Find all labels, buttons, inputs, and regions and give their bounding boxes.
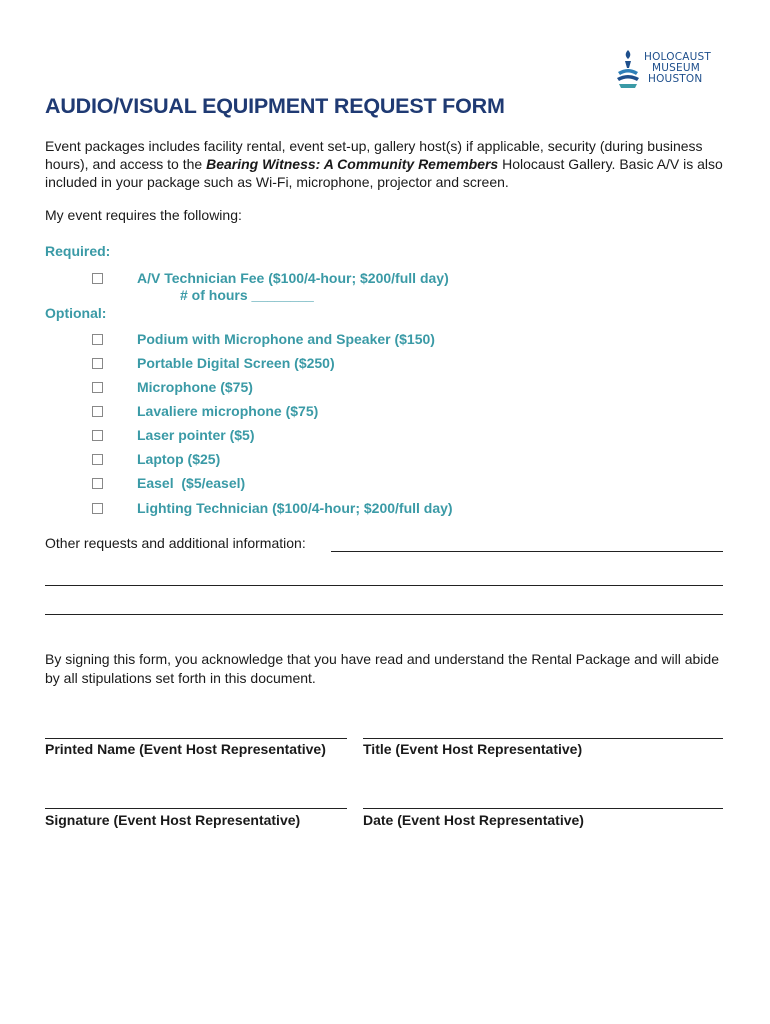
intro-text-start: Event packages includes facility rental, event set-up, gallery host(s) if applicable, security (during business hours), and access to the	[45, 138, 703, 172]
signature-label: Signature (Event Host Representative)	[45, 812, 301, 828]
signature-line[interactable]	[45, 808, 347, 809]
checkbox-lighting-technician[interactable]	[92, 503, 103, 514]
hours-field[interactable]: # of hours ________	[180, 287, 314, 303]
optional-item-label: Laser pointer ($5)	[137, 427, 255, 443]
other-requests-line-3[interactable]	[45, 614, 723, 615]
title-line[interactable]	[363, 738, 723, 739]
logo-line-3: HOUSTON	[648, 73, 703, 85]
intro-paragraph	[45, 137, 735, 191]
optional-item-lighting-technician[interactable]	[92, 499, 453, 517]
optional-item-laser-pointer[interactable]	[92, 426, 254, 444]
checkbox-easel[interactable]	[92, 478, 103, 489]
optional-item-label: Lighting Technician ($100/4-hour; $200/full day)	[137, 500, 453, 516]
other-requests-line-1[interactable]	[331, 551, 723, 552]
requires-text: My event requires the following:	[45, 207, 242, 223]
gallery-name: Bearing Witness: A Community Remembers	[206, 156, 499, 172]
optional-label: Optional:	[45, 305, 107, 321]
optional-item-label: Portable Digital Screen ($250)	[137, 355, 335, 371]
optional-item-laptop[interactable]	[92, 450, 220, 468]
date-label: Date (Event Host Representative)	[363, 812, 584, 828]
checkbox-podium[interactable]	[92, 334, 103, 345]
optional-item-label: Lavaliere microphone ($75)	[137, 403, 319, 419]
checkbox-digital-screen[interactable]	[92, 358, 103, 369]
optional-item-label: Laptop ($25)	[137, 451, 221, 467]
required-item-label: A/V Technician Fee ($100/4-hour; $200/full day)	[137, 270, 449, 286]
optional-item-label: Microphone ($75)	[137, 379, 253, 395]
date-line[interactable]	[363, 808, 723, 809]
form-title: AUDIO/VISUAL EQUIPMENT REQUEST FORM	[45, 94, 505, 118]
optional-item-digital-screen[interactable]	[92, 354, 335, 372]
optional-item-easel[interactable]	[92, 474, 245, 492]
logo-line-1: HOLOCAUST	[644, 51, 711, 63]
optional-item-label: Easel ($5/easel)	[137, 475, 246, 491]
museum-logo	[614, 48, 726, 90]
checkbox-laser-pointer[interactable]	[92, 430, 103, 441]
optional-item-lavaliere[interactable]	[92, 402, 318, 420]
required-label: Required:	[45, 243, 111, 259]
checkbox-laptop[interactable]	[92, 454, 103, 465]
other-requests-line-2[interactable]	[45, 585, 723, 586]
checkbox-microphone[interactable]	[92, 382, 103, 393]
required-item-av-technician[interactable]	[92, 269, 449, 287]
optional-item-label: Podium with Microphone and Speaker ($150)	[137, 331, 435, 347]
other-requests-label: Other requests and additional information:	[45, 535, 306, 551]
acknowledgement-text: By signing this form, you acknowledge that you have read and understand the Rental Package and will abide by all stipulations set forth in this document.	[45, 651, 719, 686]
title-label: Title (Event Host Representative)	[363, 741, 583, 757]
checkbox-av-technician[interactable]	[92, 273, 103, 284]
printed-name-label: Printed Name (Event Host Representative)	[45, 741, 326, 757]
optional-item-microphone[interactable]	[92, 378, 253, 396]
menorah-logo-icon	[614, 48, 642, 90]
intro-text-end: Holocaust Gallery. Basic A/V is also included in your package such as Wi-Fi, microphone, projector and screen.	[45, 156, 723, 190]
optional-item-podium[interactable]	[92, 330, 435, 348]
logo-line-2: MUSEUM	[652, 62, 700, 74]
printed-name-line[interactable]	[45, 738, 347, 739]
checkbox-lavaliere[interactable]	[92, 406, 103, 417]
